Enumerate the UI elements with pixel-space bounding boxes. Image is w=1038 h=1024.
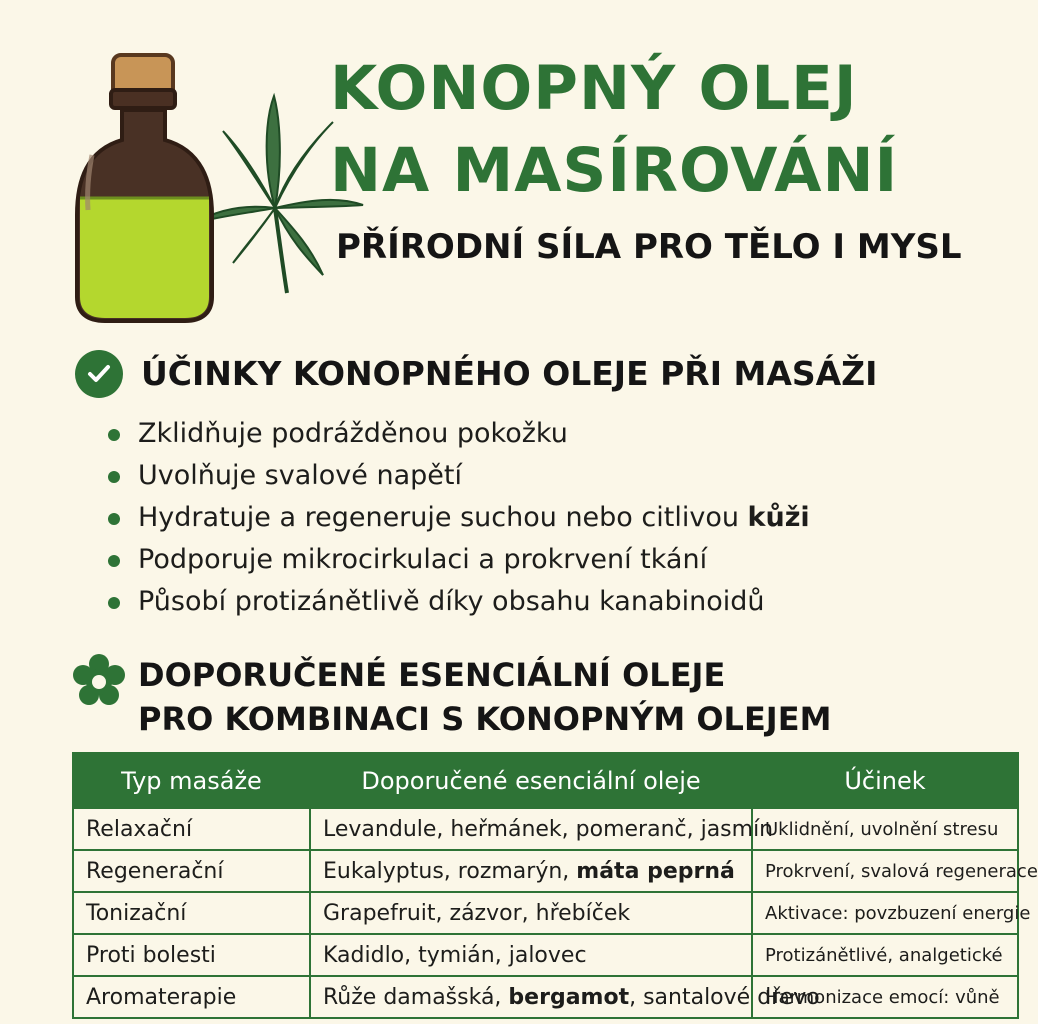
effects-list [108,413,810,623]
effect-item: Zklidňuje podrážděnou pokožku [108,413,810,455]
effect-item-text: Hydratuje a regeneruje suchou nebo citlivou [138,502,748,533]
table-header-row [73,753,1018,808]
effect-cell: Prokrvení, svalová regenerace [752,850,1018,892]
effects-section-heading [75,348,975,400]
essential-oils-table [72,752,1038,1019]
effect-cell: Harmonizace emocí: vůně [752,976,1018,1018]
page-subtitle: PŘÍRODNÍ SÍLA PRO TĚLO I MYSL [336,227,962,267]
effect-cell: Aktivace: povzbuzení energie [752,892,1018,934]
page-title [330,48,990,212]
recommended-oils-bold-text: máta peprná [576,858,735,884]
column-header-recommended-oils: Doporučené esenciální oleje [310,753,752,808]
effect-item: Podporuje mikrocirkulaci a prokrvení tkání [108,539,810,581]
recommended-oils-text: Růže damašská, [323,984,509,1010]
table-row [73,892,1018,934]
effect-item-bold-word: kůži [747,502,810,533]
check-circle-icon [75,350,123,398]
recommended-oils-cell: Kadidlo, tymián, jalovec [310,934,752,976]
recommended-oils-cell: Grapefruit, zázvor, hřebíček [310,892,752,934]
table-row [73,934,1018,976]
oils-heading-line-2: PRO KOMBINACI S KONOPNÝM OLEJEM [138,700,832,738]
table-row [73,850,1018,892]
massage-type-cell: Aromaterapie [73,976,310,1018]
column-header-effect: Účinek [752,753,1018,808]
title-line-2: NA MASÍROVÁNÍ [330,135,899,206]
massage-type-cell: Tonizační [73,892,310,934]
massage-type-cell: Proti bolesti [73,934,310,976]
recommended-oils-cell: Levandule, heřmánek, pomeranč, jasmín [310,808,752,850]
table-row [73,976,1018,1018]
recommended-oils-bold-text: bergamot [508,984,630,1010]
oils-heading-text [138,653,831,741]
recommended-oils-suffix: , santalové dřevo [629,984,820,1010]
hero-illustration [70,50,340,320]
title-line-1: KONOPNÝ OLEJ [330,53,858,124]
massage-type-cell: Regenerační [73,850,310,892]
effect-cell: Protizánětlivé, analgetické [752,934,1018,976]
flower-icon [70,653,128,711]
oils-heading-line-1: DOPORUČENÉ ESENCIÁLNÍ OLEJE [138,656,726,694]
recommended-oils-cell [310,976,820,1018]
effects-heading-text: ÚČINKY KONOPNÉHO OLEJE PŘI MASÁŽI [141,354,878,393]
effect-item [108,497,810,539]
effect-cell: Uklidnění, uvolnění stresu [752,808,1018,850]
recommended-oils-cell [310,850,752,892]
massage-type-cell: Relaxační [73,808,310,850]
effect-item: Uvolňuje svalové napětí [108,455,810,497]
effect-item: Působí protizánětlivě díky obsahu kanabinoidů [108,581,810,623]
oil-bottle-and-hemp-leaf-icon [70,50,340,320]
column-header-massage-type: Typ masáže [73,753,310,808]
recommended-oils-text: Eukalyptus, rozmarýn, [323,858,577,884]
table-row [73,808,1018,850]
oil-bottle-icon [77,55,212,321]
